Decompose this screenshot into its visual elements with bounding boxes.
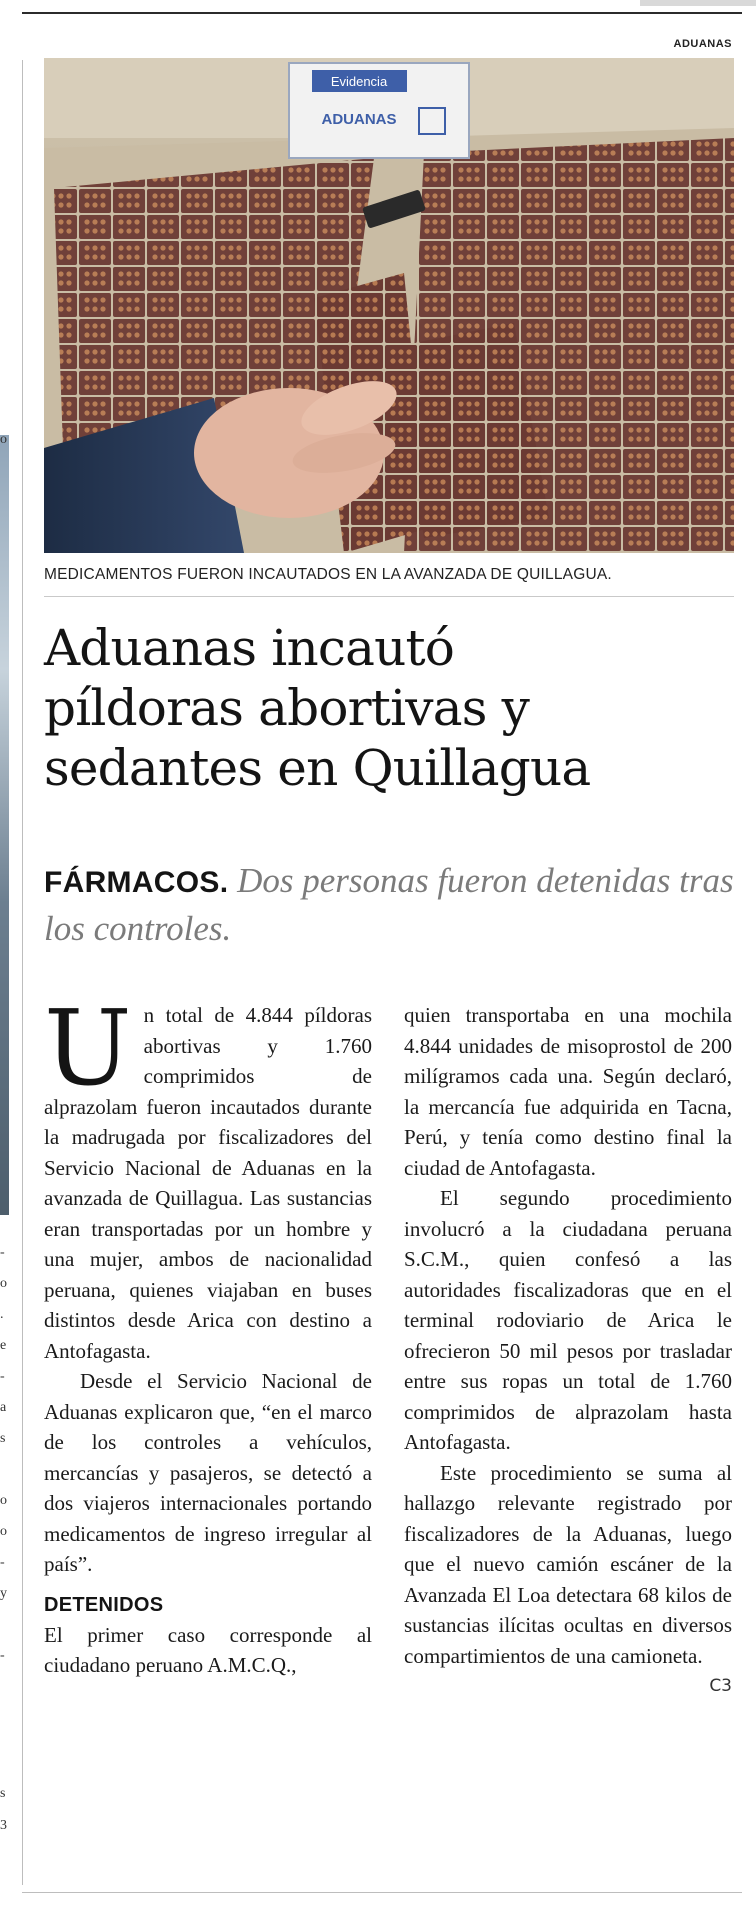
article-paragraph [404,1458,732,1696]
adjacent-text-fragment: . [0,1307,4,1322]
deck-kicker: FÁRMACOS. [44,866,229,899]
sign-bottom-text: ADUANAS [321,111,397,128]
page-edge [640,0,756,6]
adjacent-photo-fragment [0,435,9,1215]
headline-line: sedantes en Quillagua [44,739,591,797]
adjacent-text-fragment: 3 [0,1818,7,1833]
adjacent-text-fragment: s [0,1786,6,1801]
deck [44,858,734,952]
paragraph-text: n total de 4.844 píldoras abortivas y 1.760 comprimidos de alprazolam fueron incautados durante la madrugada por fiscalizadores del Servicio Nacional de Aduanas en la avanzada de Quillagua. Las sustancias eran transportadas por un hombre y una mujer, ambos de nacionalidad peruana, quienes viajaban en buses distintos desde Arica con destino a Antofagasta. [44,1003,372,1363]
adjacent-text-fragment: - [0,1245,5,1260]
paragraph-text: Este procedimiento se suma al hallazgo relevante registrado por fiscalizadores de la Aduanas, luego que el nuevo camión escáner de la Avanzada El Loa detectara 68 kilos de sustancias ilícitas ocultas en diversos compartimientos de una camioneta. [404,1460,732,1668]
adjacent-text-fragment: o [0,1493,7,1508]
photo-caption: MEDICAMENTOS FUERON INCAUTADOS EN LA AVANZADA DE QUILLAGUA. [44,566,612,583]
sign-top-text: Evidencia [330,74,388,89]
footer-rule [22,1892,742,1893]
seized-pills-photo [44,58,734,553]
article-paragraph: El segundo procedimiento involucró a la ciudadana peruana S.C.M., quien confesó a las autoridades fiscalizadoras que en el terminal rodoviario de Arica le ofrecieron 50 mil pesos por trasladar entre sus ropas un total de 1.760 comprimidos de alprazolam hasta Antofagasta. [404,1186,732,1454]
drop-cap: U [44,987,132,1109]
deck-text: Dos personas fueron detenidas tras los controles. [44,861,734,948]
article-column-right [404,1000,732,1702]
headline [44,618,734,798]
headline-line: Aduanas incautó [44,619,455,677]
section-label: ADUANAS [673,38,732,50]
adjacent-text-fragment: e [0,1338,7,1353]
column-divider [22,60,23,1885]
top-rule [22,12,742,20]
article-column-left [44,987,372,1681]
article-paragraph: Desde el Servicio Nacional de Aduanas explicaron que, “en el marco de los controles a vehículos, mercancías y pasajeros, se detectó a dos viajeros internacionales portando medicamentos de ingreso irregular al país”. [44,1369,372,1576]
adjacent-text-fragment: o [0,1276,7,1291]
headline-line: píldoras abortivas y [44,679,530,737]
adjacent-text-fragment: y [0,1586,7,1601]
article-paragraph [44,987,372,1366]
caption-rule [44,596,734,597]
article-paragraph: El primer caso corresponde al ciudadano peruano A.M.C.Q., [44,1622,372,1677]
end-mark-icon: C3 [709,1676,732,1696]
adjacent-text-fragment: - [0,1369,5,1384]
adjacent-text-fragment: a [0,1400,7,1415]
adjacent-text-fragment: - [0,1555,5,1570]
adjacent-text-fragment: o [0,1524,7,1539]
adjacent-text-fragment: - [0,1648,5,1663]
article-paragraph: quien transportaba en una mochila 4.844 unidades de misoprostol de 200 milígramos cada una. Según declaró, la mercancía fue adquirida en Tacna, Perú, y tenía como destino final la ciudad de Antofagasta. [404,1003,732,1180]
subheading: DETENIDOS [44,1593,164,1616]
adjacent-text-fragment: o [0,432,7,447]
adjacent-text-fragment: s [0,1431,6,1446]
